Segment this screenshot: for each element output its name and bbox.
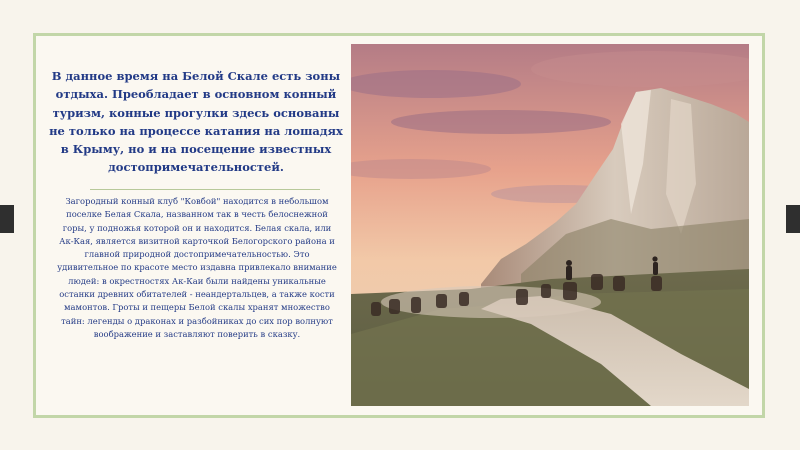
divider-line <box>90 189 320 190</box>
left-side-tab <box>0 205 14 233</box>
right-side-tab <box>786 205 800 233</box>
white-rock-photo <box>351 44 749 406</box>
text-column <box>46 45 346 405</box>
body-paragraph: Загородный конный клуб "Ковбой" находится в небольшом поселке Белая Скала, названном так в честь белоснежной горы, у подножья которой он и находится. Белая скала, или Ак-Кая, является визитной карточкой Белогорского района и главной природной достопримечательностью. Это удивительное по красоте место издавна привлекало внимание людей: в окрестностях Ак-Каи были найдены уникальные останки древних обитателей - неандертальцев, а также кости мамонтов. Гроты и пещеры Белой скалы хранят множество тайн: легенды о драконах и разбойниках до сих пор волнуют воображение и заставляют поверить в сказку. <box>57 196 337 339</box>
landscape-illustration <box>351 44 749 406</box>
lead-paragraph: В данное время на Белой Скале есть зоны отдыха. Преобладает в основном конный туризм, конные прогулки здесь основаны не только на процессе катания на лошадях в Крыму, но и на посещение известных достопримечательностей. <box>49 69 343 175</box>
